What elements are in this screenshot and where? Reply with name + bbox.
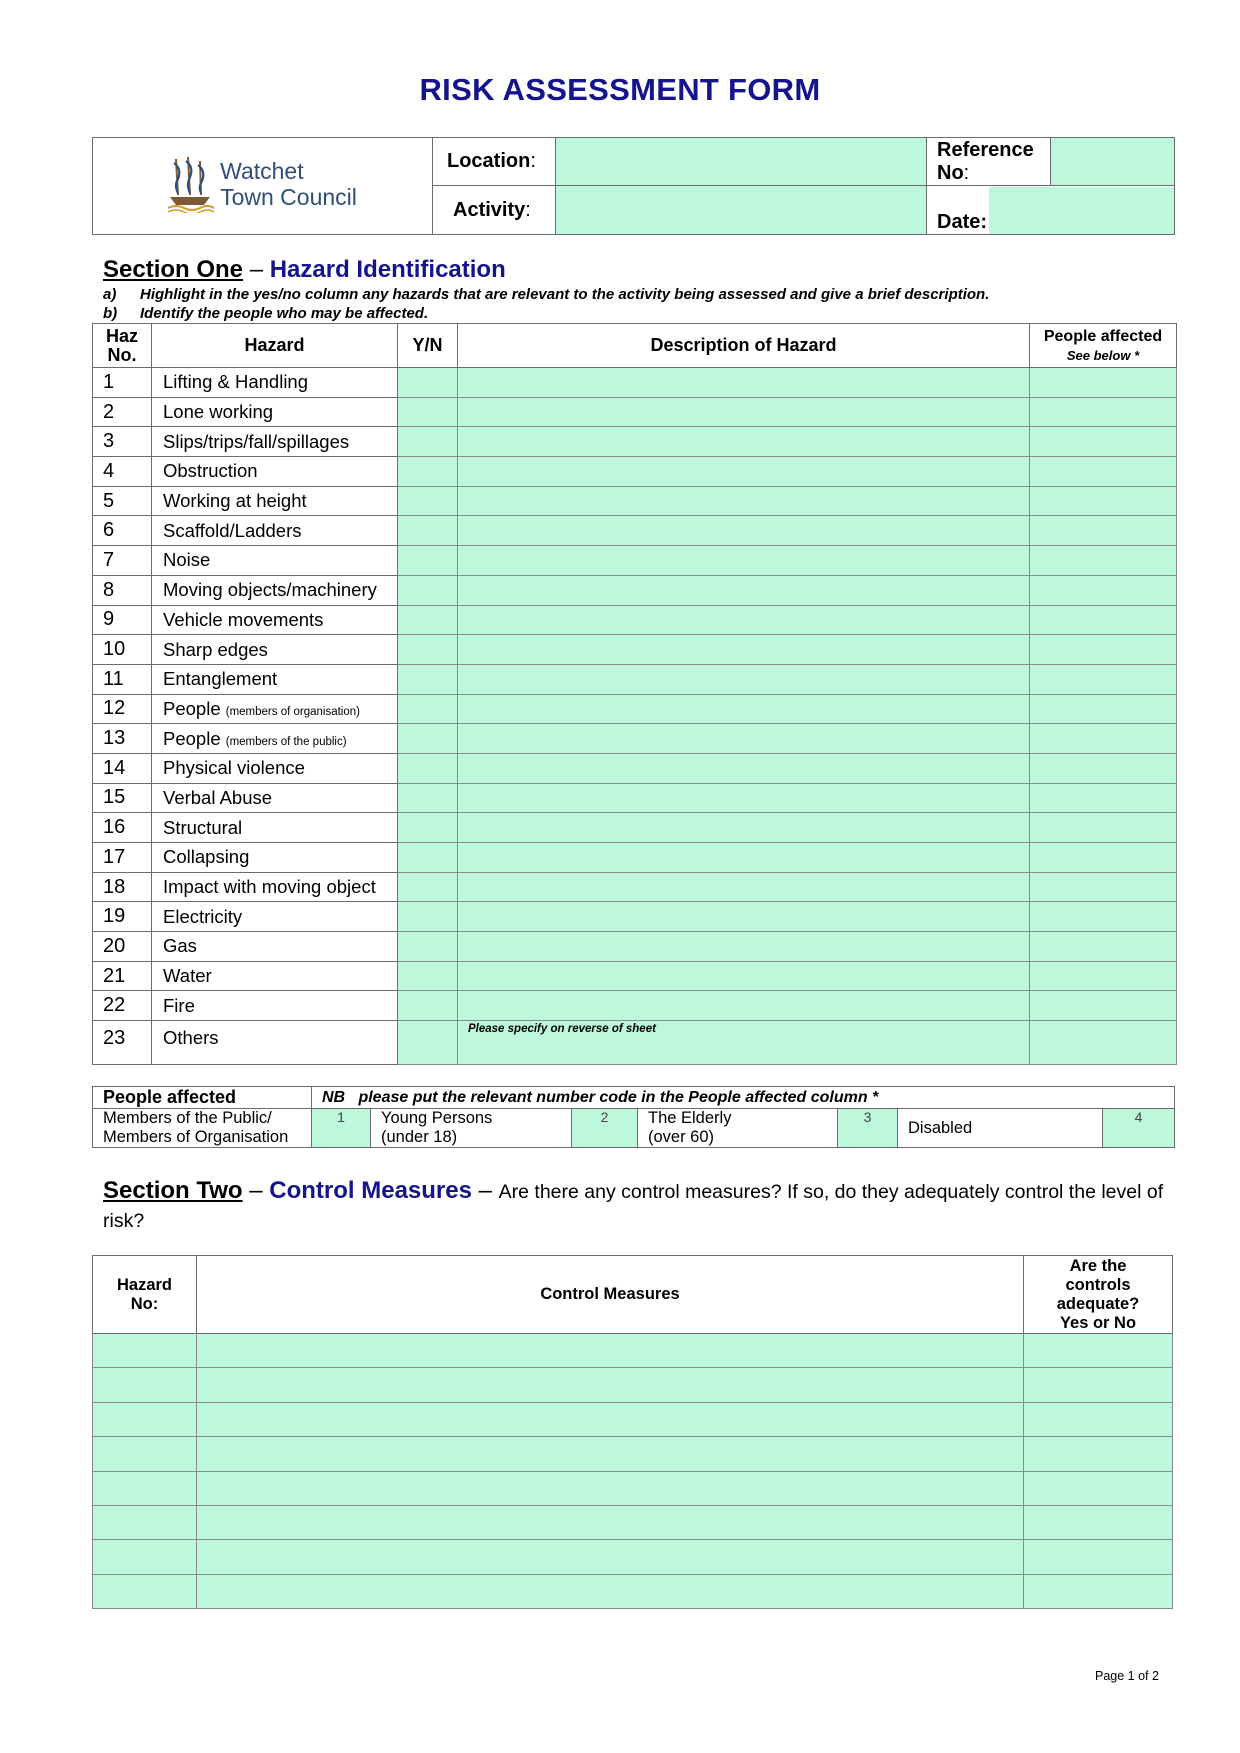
reference-label: Reference No: (927, 138, 1051, 186)
control-measures-field[interactable] (197, 1334, 1024, 1368)
controls-adequate-field[interactable] (1024, 1402, 1173, 1436)
people-group-label: Disabled (898, 1109, 1103, 1148)
description-field[interactable] (458, 843, 1030, 873)
people-affected-field[interactable] (1030, 961, 1177, 991)
hazard-name: Gas (152, 932, 398, 962)
hazard-row (93, 486, 1177, 516)
people-affected-field[interactable] (1030, 397, 1177, 427)
hazard-no-field[interactable] (93, 1574, 197, 1608)
people-group-code: 1 (312, 1109, 371, 1148)
hazard-no-field[interactable] (93, 1334, 197, 1368)
activity-field[interactable] (556, 186, 927, 235)
description-field[interactable] (458, 961, 1030, 991)
logo-text-line2: Town Council (220, 183, 357, 210)
people-affected-field[interactable] (1030, 1021, 1177, 1065)
people-affected-nb: NB please put the relevant number code in the People affected column * (312, 1087, 1175, 1109)
yes-no-field[interactable] (398, 516, 458, 546)
controls-adequate-field[interactable] (1024, 1437, 1173, 1471)
hazard-name: Collapsing (152, 843, 398, 873)
logo-text-line1: Watchet (220, 157, 304, 184)
yes-no-field[interactable] (398, 724, 458, 754)
hazard-name: Sharp edges (152, 635, 398, 665)
hazard-row (93, 1021, 1177, 1065)
hazard-name: Water (152, 961, 398, 991)
col-people-affected: People affected See below * (1030, 324, 1177, 368)
people-group-code: 3 (838, 1109, 898, 1148)
yes-no-field[interactable] (398, 635, 458, 665)
people-group-label: Members of the Public/ Members of Organisation (93, 1109, 312, 1148)
others-note: Please specify on reverse of sheet (468, 1023, 656, 1036)
people-affected-field[interactable] (1030, 932, 1177, 962)
control-measures-field[interactable] (197, 1505, 1024, 1539)
hazard-name: Impact with moving object (152, 872, 398, 902)
control-measures-field[interactable] (197, 1402, 1024, 1436)
hazard-number: 10 (93, 635, 152, 665)
hazard-row (93, 753, 1177, 783)
controls-adequate-field[interactable] (1024, 1505, 1173, 1539)
people-affected-field[interactable] (1030, 605, 1177, 635)
control-row (93, 1505, 1173, 1539)
people-affected-field[interactable] (1030, 991, 1177, 1021)
control-row (93, 1437, 1173, 1471)
description-field[interactable] (458, 872, 1030, 902)
control-measures-field[interactable] (197, 1540, 1024, 1574)
hazard-row (93, 397, 1177, 427)
people-affected-field[interactable] (1030, 664, 1177, 694)
people-affected-field[interactable] (1030, 575, 1177, 605)
hazard-number: 2 (93, 397, 152, 427)
hazard-no-field[interactable] (93, 1402, 197, 1436)
hazard-name: Lifting & Handling (152, 368, 398, 398)
hazard-row (93, 961, 1177, 991)
col-hazard: Hazard (152, 324, 398, 368)
hazard-number: 6 (93, 516, 152, 546)
hazard-row (93, 724, 1177, 754)
yes-no-field[interactable] (398, 368, 458, 398)
control-row (93, 1540, 1173, 1574)
control-row (93, 1574, 1173, 1608)
description-field[interactable] (458, 753, 1030, 783)
hazard-row (93, 546, 1177, 576)
hazard-name: Electricity (152, 902, 398, 932)
col-description: Description of Hazard (458, 324, 1030, 368)
col-hazard-no: Hazard No: (93, 1256, 197, 1334)
description-field[interactable] (458, 1021, 1030, 1065)
hazard-row (93, 605, 1177, 635)
yes-no-field[interactable] (398, 575, 458, 605)
people-affected-field[interactable] (1030, 694, 1177, 724)
hazard-name: Noise (152, 546, 398, 576)
logo-cell (93, 138, 433, 235)
controls-adequate-field[interactable] (1024, 1334, 1173, 1368)
date-label: Date: (937, 210, 988, 233)
hazard-number: 18 (93, 872, 152, 902)
control-row (93, 1471, 1173, 1505)
hazard-name: Moving objects/machinery (152, 575, 398, 605)
hazard-number: 7 (93, 546, 152, 576)
hazard-row (93, 694, 1177, 724)
people-affected-field[interactable] (1030, 427, 1177, 457)
col-haz-no: Haz No. (93, 324, 152, 368)
location-field[interactable] (556, 138, 927, 186)
hazard-number: 3 (93, 427, 152, 457)
hazard-name: Scaffold/Ladders (152, 516, 398, 546)
hazard-row (93, 516, 1177, 546)
instruction-a: a) Highlight in the yes/no column any hazards that are relevant to the activity being assessed and give a brief description. (103, 286, 990, 303)
hazard-row (93, 872, 1177, 902)
description-field[interactable] (458, 635, 1030, 665)
hazard-row (93, 427, 1177, 457)
hazard-number: 22 (93, 991, 152, 1021)
hazard-name: Obstruction (152, 457, 398, 487)
control-measures-table (92, 1255, 1173, 1609)
yes-no-field[interactable] (398, 902, 458, 932)
yes-no-field[interactable] (398, 664, 458, 694)
council-logo (168, 155, 357, 213)
people-affected-field[interactable] (1030, 457, 1177, 487)
description-field[interactable] (458, 457, 1030, 487)
hazard-no-field[interactable] (93, 1471, 197, 1505)
hazard-number: 14 (93, 753, 152, 783)
hazard-number: 1 (93, 368, 152, 398)
hazard-name: Others (152, 1021, 398, 1065)
people-affected-label: People affected (93, 1087, 312, 1109)
hazard-no-field[interactable] (93, 1505, 197, 1539)
yes-no-field[interactable] (398, 427, 458, 457)
people-affected-table (92, 1086, 1175, 1148)
people-affected-field[interactable] (1030, 546, 1177, 576)
description-field[interactable] (458, 932, 1030, 962)
yes-no-field[interactable] (398, 813, 458, 843)
yes-no-field[interactable] (398, 546, 458, 576)
yes-no-field[interactable] (398, 843, 458, 873)
description-field[interactable] (458, 546, 1030, 576)
hazard-number: 20 (93, 932, 152, 962)
people-affected-field[interactable] (1030, 516, 1177, 546)
hazard-number: 4 (93, 457, 152, 487)
description-field[interactable] (458, 783, 1030, 813)
hazard-name: Working at height (152, 486, 398, 516)
hazard-table (92, 323, 1177, 1065)
hazard-name: Entanglement (152, 664, 398, 694)
yes-no-field[interactable] (398, 694, 458, 724)
hazard-number: 23 (93, 1021, 152, 1065)
date-field[interactable] (989, 187, 1174, 234)
yes-no-field[interactable] (398, 932, 458, 962)
hazard-number: 15 (93, 783, 152, 813)
people-affected-field[interactable] (1030, 872, 1177, 902)
controls-adequate-field[interactable] (1024, 1574, 1173, 1608)
hazard-name: Verbal Abuse (152, 783, 398, 813)
hazard-row (93, 902, 1177, 932)
yes-no-field[interactable] (398, 872, 458, 902)
yes-no-field[interactable] (398, 486, 458, 516)
page-title: RISK ASSESSMENT FORM (419, 72, 821, 107)
people-affected-field[interactable] (1030, 368, 1177, 398)
control-measures-field[interactable] (197, 1368, 1024, 1402)
yes-no-field[interactable] (398, 753, 458, 783)
people-group-code: 2 (572, 1109, 638, 1148)
hazard-number: 17 (93, 843, 152, 873)
hazard-number: 19 (93, 902, 152, 932)
date-cell (927, 186, 1175, 235)
people-affected-field[interactable] (1030, 635, 1177, 665)
hazard-row (93, 368, 1177, 398)
description-field[interactable] (458, 724, 1030, 754)
yes-no-field[interactable] (398, 457, 458, 487)
hazard-name: Physical violence (152, 753, 398, 783)
description-field[interactable] (458, 486, 1030, 516)
col-controls-adequate: Are the controls adequate? Yes or No (1024, 1256, 1173, 1334)
yes-no-field[interactable] (398, 605, 458, 635)
hazard-number: 12 (93, 694, 152, 724)
activity-label: Activity: (433, 186, 556, 235)
section-two-heading: Section Two – Control Measures – Are there any control measures? If so, do they adequately control the level of risk? (103, 1177, 1164, 1232)
hazard-name: Vehicle movements (152, 605, 398, 635)
hazard-no-field[interactable] (93, 1368, 197, 1402)
description-field[interactable] (458, 605, 1030, 635)
hazard-name: Lone working (152, 397, 398, 427)
control-measures-field[interactable] (197, 1471, 1024, 1505)
people-group-label: The Elderly (over 60) (638, 1109, 838, 1148)
control-measures-field[interactable] (197, 1437, 1024, 1471)
hazard-row (93, 664, 1177, 694)
hazard-row (93, 991, 1177, 1021)
hazard-name: People (members of organisation) (152, 694, 398, 724)
description-field[interactable] (458, 368, 1030, 398)
yes-no-field[interactable] (398, 1021, 458, 1065)
hazard-number: 9 (93, 605, 152, 635)
yes-no-field[interactable] (398, 397, 458, 427)
hazard-row (93, 783, 1177, 813)
description-field[interactable] (458, 902, 1030, 932)
ship-logo-icon (168, 155, 214, 213)
people-affected-field[interactable] (1030, 843, 1177, 873)
hazard-number: 5 (93, 486, 152, 516)
people-affected-field[interactable] (1030, 486, 1177, 516)
instruction-b: b) Identify the people who may be affected. (103, 305, 429, 322)
people-group-code: 4 (1103, 1109, 1175, 1148)
people-affected-field[interactable] (1030, 783, 1177, 813)
description-field[interactable] (458, 516, 1030, 546)
section-one-heading: Section One – Hazard Identification (103, 256, 506, 283)
hazard-number: 16 (93, 813, 152, 843)
description-field[interactable] (458, 575, 1030, 605)
people-affected-field[interactable] (1030, 753, 1177, 783)
hazard-name: People (members of the public) (152, 724, 398, 754)
hazard-name: Structural (152, 813, 398, 843)
reference-field[interactable] (1051, 138, 1175, 186)
header-table (92, 137, 1175, 235)
hazard-row (93, 932, 1177, 962)
controls-adequate-field[interactable] (1024, 1368, 1173, 1402)
description-field[interactable] (458, 991, 1030, 1021)
control-row (93, 1368, 1173, 1402)
people-affected-field[interactable] (1030, 724, 1177, 754)
control-row (93, 1334, 1173, 1368)
hazard-row (93, 813, 1177, 843)
control-measures-field[interactable] (197, 1574, 1024, 1608)
description-field[interactable] (458, 664, 1030, 694)
control-row (93, 1402, 1173, 1436)
hazard-row (93, 843, 1177, 873)
description-field[interactable] (458, 813, 1030, 843)
description-field[interactable] (458, 694, 1030, 724)
people-group-label: Young Persons (under 18) (371, 1109, 572, 1148)
col-control-measures: Control Measures (197, 1256, 1024, 1334)
hazard-number: 21 (93, 961, 152, 991)
hazard-no-field[interactable] (93, 1437, 197, 1471)
location-label: Location: (433, 138, 556, 186)
people-affected-field[interactable] (1030, 902, 1177, 932)
hazard-name: Fire (152, 991, 398, 1021)
hazard-number: 8 (93, 575, 152, 605)
page-number: Page 1 of 2 (1095, 1669, 1159, 1683)
controls-adequate-field[interactable] (1024, 1471, 1173, 1505)
hazard-row (93, 635, 1177, 665)
hazard-number: 11 (93, 664, 152, 694)
hazard-row (93, 575, 1177, 605)
hazard-no-field[interactable] (93, 1540, 197, 1574)
col-yn: Y/N (398, 324, 458, 368)
yes-no-field[interactable] (398, 783, 458, 813)
controls-adequate-field[interactable] (1024, 1540, 1173, 1574)
hazard-row (93, 457, 1177, 487)
description-field[interactable] (458, 427, 1030, 457)
hazard-number: 13 (93, 724, 152, 754)
people-affected-field[interactable] (1030, 813, 1177, 843)
hazard-name: Slips/trips/fall/spillages (152, 427, 398, 457)
yes-no-field[interactable] (398, 991, 458, 1021)
description-field[interactable] (458, 397, 1030, 427)
yes-no-field[interactable] (398, 961, 458, 991)
